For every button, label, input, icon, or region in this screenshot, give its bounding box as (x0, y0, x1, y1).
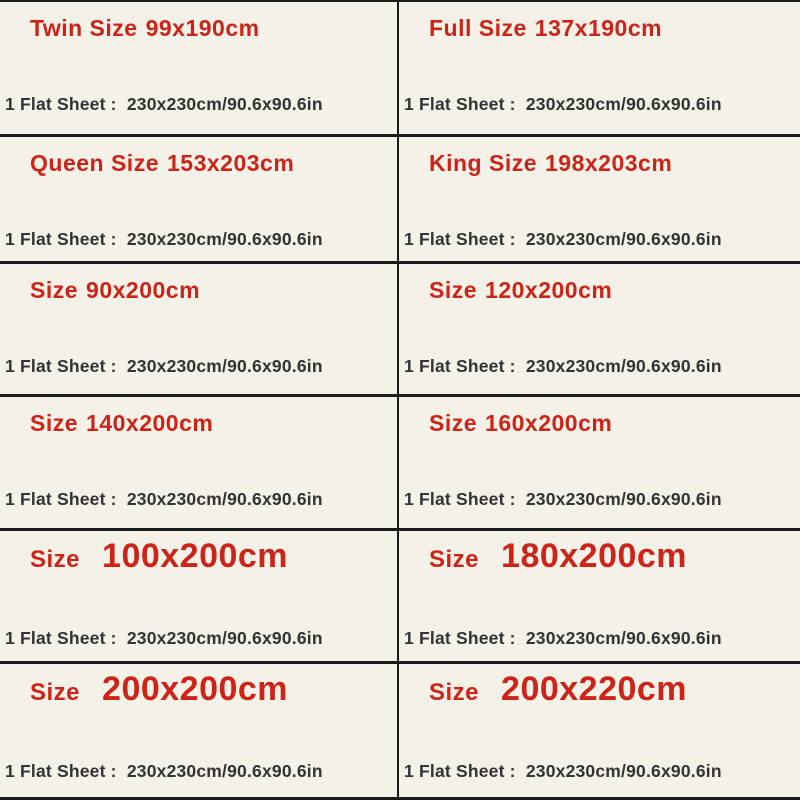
size-title-dims: 100x200cm (102, 537, 289, 575)
spec-lines (0, 437, 397, 531)
size-title-prefix: Size (429, 679, 480, 706)
size-title-prefix: Size (30, 679, 81, 706)
spec-lines (0, 709, 397, 797)
size-title-dims: 180x200cm (501, 537, 688, 575)
size-title-dims: 140x200cm (86, 410, 214, 436)
size-cell-200x220 (399, 664, 800, 797)
size-title-dims: 160x200cm (485, 410, 613, 436)
flat-sheet-spec: 1 Flat Sheet : 230x230cm/90.6x90.6in (5, 94, 323, 114)
size-title-prefix: King Size (429, 150, 538, 176)
size-cell-twin (0, 2, 399, 137)
size-title-dims: 153x203cm (166, 150, 295, 176)
size-title-dims: 198x203cm (545, 150, 673, 176)
size-title-prefix: Queen Size (30, 150, 159, 176)
size-title (30, 670, 397, 709)
size-title-dims: 200x220cm (501, 670, 688, 708)
spec-lines (0, 576, 397, 664)
flat-sheet-spec: 1 Flat Sheet : 230x230cm/90.6x90.6in (5, 356, 323, 376)
flat-sheet-spec: 1 Flat Sheet : 230x230cm/90.6x90.6in (404, 761, 722, 781)
size-cell-king (399, 137, 800, 264)
size-title (30, 410, 397, 437)
size-title (30, 277, 397, 304)
size-cell-160x200 (399, 397, 800, 531)
size-title-prefix: Full Size (429, 15, 527, 41)
size-title (30, 150, 397, 177)
size-title-dims: 137x190cm (534, 15, 663, 41)
flat-sheet-spec: 1 Flat Sheet : 230x230cm/90.6x90.6in (404, 628, 722, 648)
flat-sheet-spec: 1 Flat Sheet : 230x230cm/90.6x90.6in (5, 229, 323, 249)
spec-lines (399, 437, 800, 531)
flat-sheet-spec: 1 Flat Sheet : 230x230cm/90.6x90.6in (404, 94, 722, 114)
size-title (429, 277, 800, 304)
size-title (429, 670, 800, 709)
size-title (429, 15, 800, 42)
size-title-prefix: Size (30, 277, 79, 303)
size-title-prefix: Size (30, 410, 79, 436)
size-title-prefix: Size (429, 410, 478, 436)
size-title (429, 537, 800, 576)
size-cell-180x200 (399, 531, 800, 664)
size-title-dims: 200x200cm (102, 670, 289, 708)
spec-lines (399, 576, 800, 664)
spec-lines (399, 709, 800, 797)
size-title-prefix: Twin Size (30, 15, 138, 41)
size-cell-queen (0, 137, 399, 264)
flat-sheet-spec: 1 Flat Sheet : 230x230cm/90.6x90.6in (404, 229, 722, 249)
spec-lines (399, 304, 800, 397)
flat-sheet-spec: 1 Flat Sheet : 230x230cm/90.6x90.6in (5, 628, 323, 648)
size-title-prefix: Size (429, 277, 478, 303)
size-title-dims: 99x190cm (145, 15, 260, 41)
spec-lines (399, 42, 800, 137)
size-title-prefix: Size (429, 546, 480, 573)
spec-lines (0, 177, 397, 264)
flat-sheet-spec: 1 Flat Sheet : 230x230cm/90.6x90.6in (404, 489, 722, 509)
size-title (30, 15, 397, 42)
size-cell-140x200 (0, 397, 399, 531)
size-title-prefix: Size (30, 546, 81, 573)
size-cell-200x200 (0, 664, 399, 797)
size-cell-100x200 (0, 531, 399, 664)
size-title (429, 410, 800, 437)
size-cell-120x200 (399, 264, 800, 397)
size-cell-90x200 (0, 264, 399, 397)
size-cell-full (399, 2, 800, 137)
spec-lines (399, 177, 800, 264)
size-title-dims: 120x200cm (485, 277, 613, 303)
spec-lines (0, 304, 397, 397)
spec-lines (0, 42, 397, 137)
size-title-dims: 90x200cm (86, 277, 201, 303)
flat-sheet-spec: 1 Flat Sheet : 230x230cm/90.6x90.6in (5, 761, 323, 781)
flat-sheet-spec: 1 Flat Sheet : 230x230cm/90.6x90.6in (404, 356, 722, 376)
size-title (30, 537, 397, 576)
size-title (429, 150, 800, 177)
flat-sheet-spec: 1 Flat Sheet : 230x230cm/90.6x90.6in (5, 489, 323, 509)
